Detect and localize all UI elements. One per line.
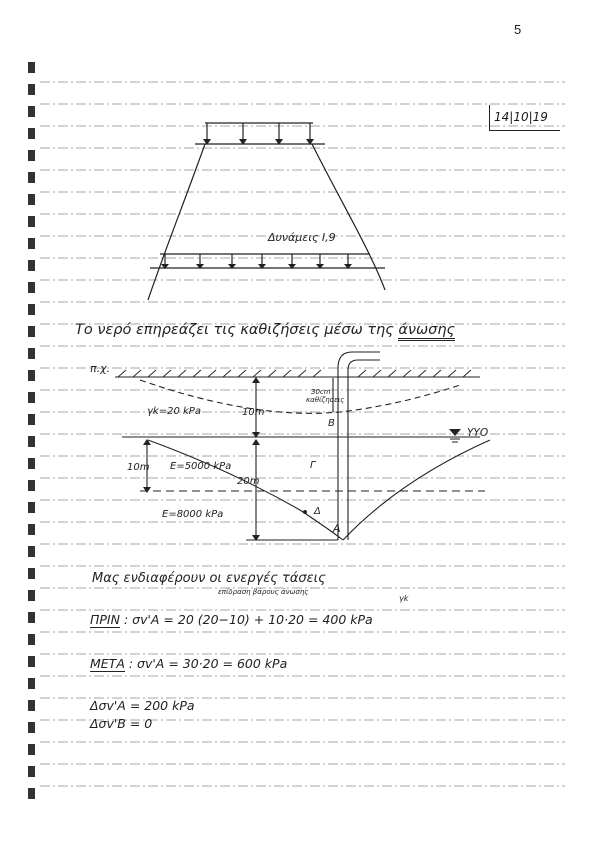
point-b-label: B — [328, 418, 335, 429]
depth-10m-left: 10m — [127, 462, 150, 473]
date-text: 14|10|19 — [494, 110, 548, 124]
after-row — [90, 656, 287, 671]
delta-a-line: Δσv'Α = 200 kPa — [90, 698, 195, 713]
point-delta-label: Δ — [314, 506, 321, 517]
depth-10m-top: 10m — [242, 407, 265, 418]
before-equation: : σv'Α = 20 (20−10) + 10·20 = 400 kPa — [123, 612, 373, 627]
point-gamma-label: Γ — [310, 460, 316, 471]
before-label: ΠΡΙΝ — [90, 612, 120, 627]
unit-weight-label: γk=20 kPa — [147, 406, 201, 417]
buoyancy-annotation: επίδραση βάρους άνωσης — [218, 588, 309, 596]
interest-line: Μας ενδιαφέρουν οι ενεργές τάσεις — [92, 571, 326, 586]
settlement-label-1: 30cm — [311, 388, 331, 396]
modulus-lower: E=8000 kPa — [162, 509, 224, 520]
page-number: 5 — [514, 22, 522, 37]
statement-emphasis: άνωσης — [398, 322, 455, 341]
modulus-upper: E=5000 kPa — [170, 461, 232, 472]
statement-text: Το νερό επηρεάζει τις καθιζήσεις μέσω της — [75, 322, 394, 338]
example-prefix: π.χ. — [90, 362, 111, 375]
after-equation: : σv'Α = 30·20 = 600 kPa — [128, 656, 288, 671]
delta-b-line: Δσv'Β = 0 — [90, 716, 153, 731]
water-table-label: ΥΥΟ — [467, 427, 489, 439]
after-label: ΜΕΤΑ — [90, 656, 125, 671]
gamma-annotation: γk — [399, 594, 409, 603]
point-a-label: A — [333, 522, 341, 535]
load-label: Δυνάμεις Ι,9 — [268, 231, 336, 244]
before-row — [90, 612, 373, 627]
settlement-label-2: καθίζησεις — [306, 396, 345, 404]
depth-20m: 20m — [237, 476, 260, 487]
